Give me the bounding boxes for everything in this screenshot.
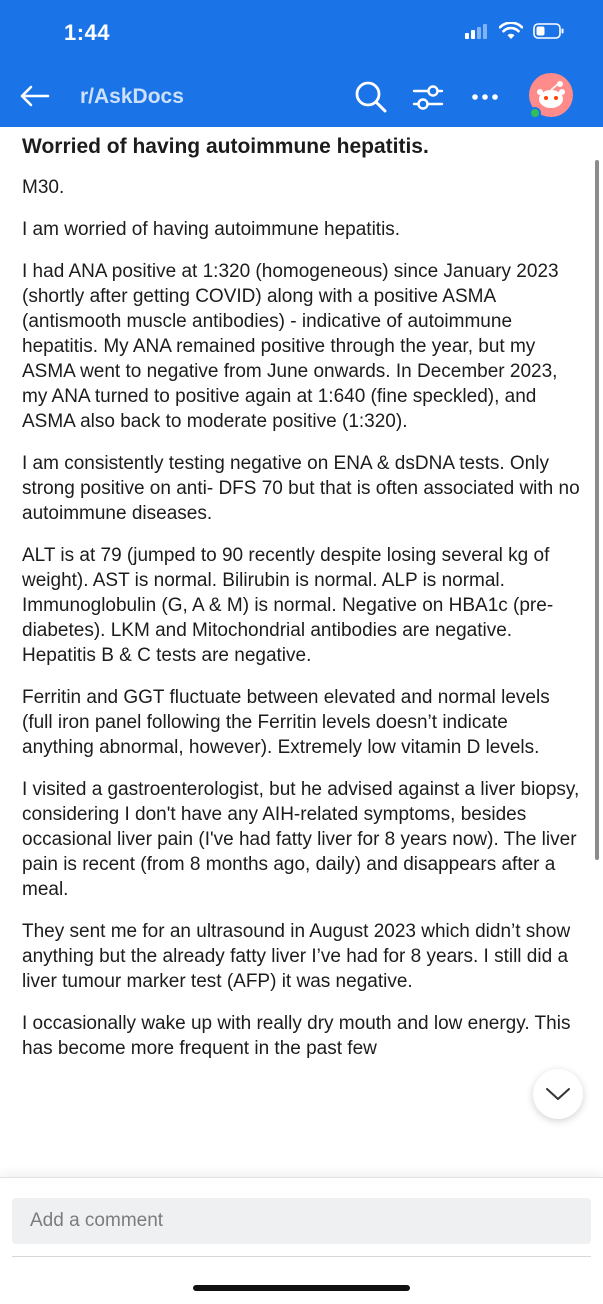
home-indicator[interactable] [193, 1285, 410, 1291]
filter-button[interactable] [409, 78, 447, 116]
signal-icon [465, 23, 489, 44]
wifi-icon [499, 22, 523, 45]
divider [12, 1256, 591, 1257]
filter-icon [411, 80, 445, 114]
chevron-down-icon [544, 1086, 572, 1102]
back-arrow-icon [18, 84, 50, 108]
post-paragraph: They sent me for an ultrasound in August 2023 which didn’t show anything but the already fatty liver I’ve had for 8 years. I still did a liver tumour marker test (AFP) it was negative. [22, 921, 571, 992]
scrollbar[interactable] [595, 160, 599, 860]
post-content [22, 127, 582, 1177]
post-paragraph: M30. [22, 177, 65, 198]
post-paragraph: I am worried of having autoimmune hepatitis. [22, 219, 401, 240]
status-time: 1:44 [64, 20, 111, 45]
search-icon [354, 80, 388, 114]
post-paragraph: I am consistently testing negative on ENA & dsDNA tests. Only strong positive on anti- DFS 70 but that is often associated with no autoimmune diseases. [22, 453, 580, 524]
post-paragraph: I occasionally wake up with really dry mouth and low energy. This has become more frequent in the past few [22, 1013, 571, 1059]
comment-bar [0, 1177, 603, 1304]
post-title: Worried of having autoimmune hepatitis. [22, 135, 429, 158]
nav-bar [0, 72, 603, 122]
app-header [0, 0, 603, 127]
comment-placeholder: Add a comment [30, 1210, 164, 1231]
post-paragraph: I had ANA positive at 1:320 (homogeneous) since January 2023 (shortly after getting COVID) along with a positive ASMA (antismooth muscle antibodies) - indicative of autoimmune hepatitis. My ANA remained positive through the year, but my ASMA went to negative from June onwards. In December 2023, my ANA turned to positive again at 1:640 (fine speckled), and ASMA also back to moderate positive (1:320). [22, 261, 559, 432]
back-button[interactable] [16, 78, 52, 114]
scroll-down-button[interactable] [533, 1069, 583, 1119]
subreddit-name[interactable]: r/AskDocs [80, 85, 184, 108]
more-options-button[interactable] [466, 78, 504, 116]
comment-input[interactable] [12, 1198, 591, 1244]
post-paragraph: Ferritin and GGT fluctuate between elevated and normal levels (full iron panel following the Ferritin levels doesn’t indicate anything abnormal, however). Extremely low vitamin D levels. [22, 687, 550, 758]
more-icon [470, 92, 500, 102]
avatar[interactable] [527, 71, 575, 119]
search-button[interactable] [352, 78, 390, 116]
post-paragraph: ALT is at 79 (jumped to 90 recently despite losing several kg of weight). AST is normal. Bilirubin is normal. ALP is normal. Immunoglobulin (G, A & M) is normal. Negative on HBA1c (pre-diabetes). LKM and Mitochondrial antibodies are negative. Hepatitis B & C tests are negative. [22, 545, 554, 666]
post-paragraph: I visited a gastroenterologist, but he advised against a liver biopsy, considering I don't have any AIH-related symptoms, besides occasional liver pain (I've had fatty liver for 8 years now). The liver pain is recent (from 8 months ago, daily) and disappears after a meal. [22, 779, 580, 900]
status-icons [465, 22, 565, 45]
battery-icon [533, 23, 565, 44]
